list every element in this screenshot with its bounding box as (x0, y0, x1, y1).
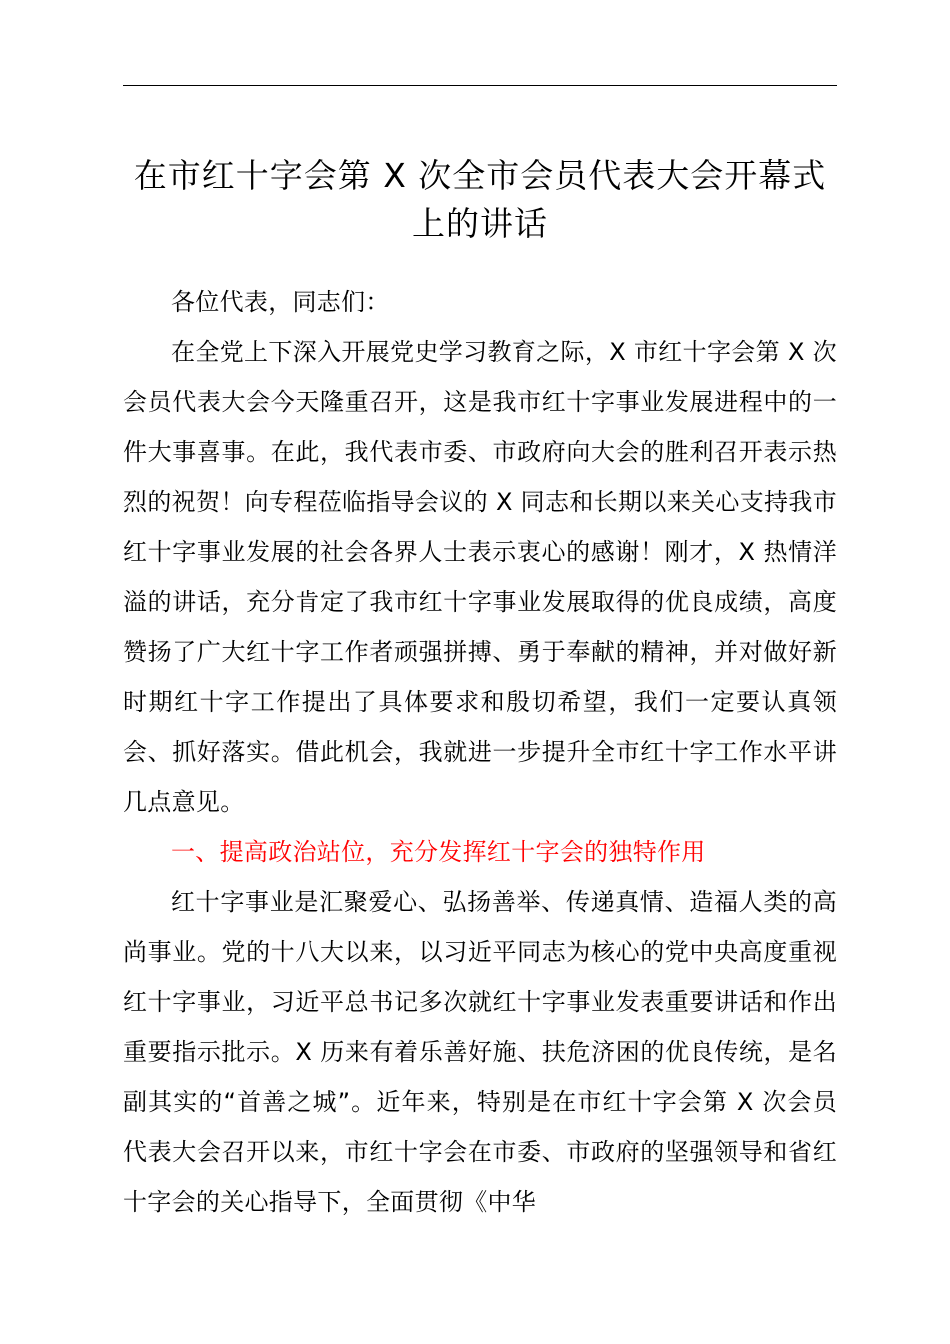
header-rule (123, 85, 837, 86)
section-heading-1: 一、提高政治站位，充分发挥红十字会的独特作用 (171, 838, 706, 866)
paragraph-section-1: 红十字事业是汇聚爱心、弘扬善举、传递真情、造福人类的高尚事业。党的十八大以来，以习近平同志为核心的党中央高度重视红十字事业，习近平总书记多次就红十字事业发表重要讲话和作出重要指示批示。X 历来有着乐善好施、扶危济困的优良传统，是名副其实的“首善之城”。近年来，特别是在市红十字会第 X 次会员代表大会召开以来，市红十字会在市委、市政府的坚强领导和省红十字会的关心指导下，全面贯彻《中华 (123, 888, 837, 1216)
document-body (123, 277, 837, 1227)
document-title (110, 152, 850, 248)
salutation: 各位代表，同志们： (171, 288, 390, 316)
paragraph-intro: 在全党上下深入开展党史学习教育之际，X 市红十字会第 X 次会员代表大会今天隆重召开，这是我市红十字事业发展进程中的一件大事喜事。在此，我代表市委、市政府向大会的胜利召开表示热烈的祝贺！向专程莅临指导会议的 X 同志和长期以来关心支持我市红十字事业发展的社会各界人士表示衷心的感谢！刚才，X 热情洋溢的讲话，充分肯定了我市红十字事业发展取得的优良成绩，高度赞扬了广大红十字工作者顽强拼搏、勇于奉献的精神，并对做好新时期红十字工作提出了具体要求和殷切希望，我们一定要认真领会、抓好落实。借此机会，我就进一步提升全市红十字工作水平讲几点意见。 (123, 338, 837, 816)
title-line-2: 上的讲话 (412, 204, 548, 243)
title-line-1: 在市红十字会第 X 次全市会员代表大会开幕式 (133, 156, 827, 195)
